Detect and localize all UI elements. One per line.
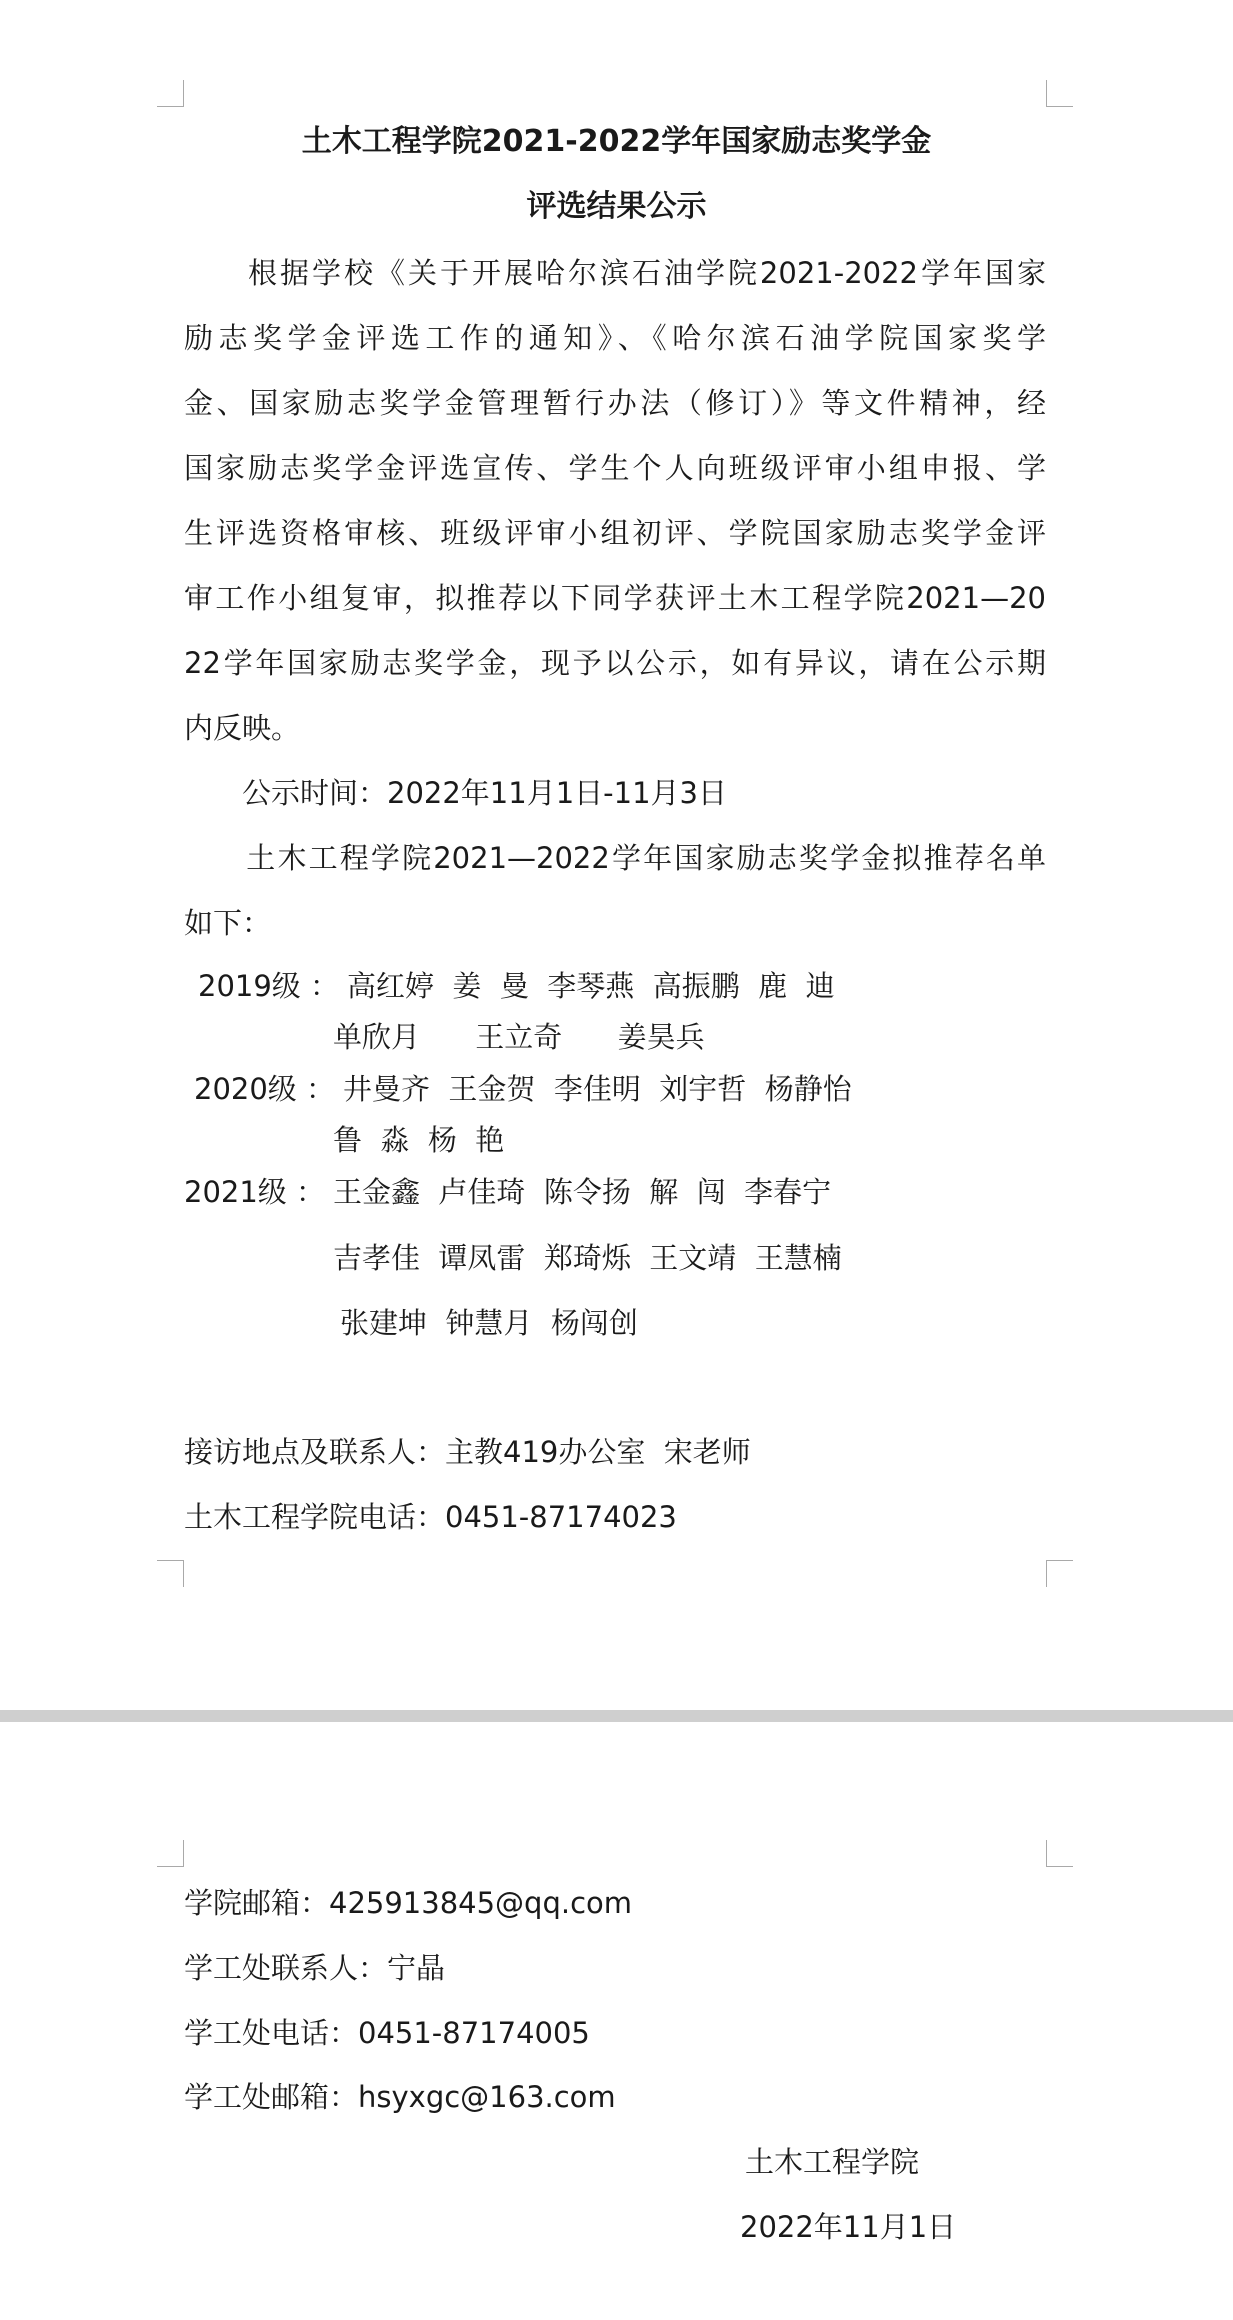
list-intro-line-2: 如下： bbox=[184, 906, 272, 940]
title-line-1: 土木工程学院2021-2022学年国家励志奖学金 bbox=[301, 124, 932, 159]
list-intro-line-1: 土木工程学院2021—2022学年国家励志奖学金拟推荐名单 bbox=[184, 841, 1046, 875]
intro-line-2: 励志奖学金评选工作的通知》、《哈尔滨石油学院国家奖学 bbox=[184, 321, 1046, 355]
intro-line-1: 根据学校《关于开展哈尔滨石油学院2021-2022学年国家 bbox=[184, 256, 1046, 290]
signature-org: 土木工程学院 bbox=[745, 2145, 920, 2179]
intro-line-8: 内反映。 bbox=[184, 711, 301, 745]
intro-line-5: 生评选资格审核、班级评审小组初评、学院国家励志奖学金评 bbox=[184, 516, 1046, 550]
grade-2019-label: 2019级 ： bbox=[198, 969, 340, 1003]
intro-line-7: 22学年国家励志奖学金，现予以公示，如有异议，请在公示期 bbox=[184, 646, 1046, 680]
grade-2021-names-2: 吉孝佳 谭凤雷 郑琦烁 王文靖 王慧楠 bbox=[333, 1241, 842, 1275]
intro-line-3: 金、国家励志奖学金管理暂行办法（修订）》等文件精神，经 bbox=[184, 386, 1046, 420]
crop-mark-bottom-right bbox=[1046, 1560, 1073, 1587]
crop-mark-top-left bbox=[157, 1840, 184, 1867]
contact-phone: 土木工程学院电话：0451-87174023 bbox=[184, 1500, 677, 1534]
grade-2019-names-2: 单欣月 王立奇 姜昊兵 bbox=[333, 1020, 705, 1054]
grade-2021-names-1: 王金鑫 卢佳琦 陈令扬 解 闯 李春宁 bbox=[333, 1175, 832, 1209]
college-email: 学院邮箱：425913845@qq.com bbox=[184, 1886, 633, 1920]
contact-location: 接访地点及联系人：主教419办公室 宋老师 bbox=[184, 1435, 751, 1469]
signature-date: 2022年11月1日 bbox=[740, 2210, 957, 2244]
intro-line-4: 国家励志奖学金评选宣传、学生个人向班级评审小组申报、学 bbox=[184, 451, 1046, 485]
grade-2021-label: 2021级 ： bbox=[184, 1175, 326, 1209]
grade-2019-names-1: 高红婷 姜 曼 李琴燕 高振鹏 鹿 迪 bbox=[347, 969, 835, 1003]
crop-mark-top-right bbox=[1046, 1840, 1073, 1867]
office-contact: 学工处联系人：宁晶 bbox=[184, 1951, 446, 1985]
page-separator bbox=[0, 1710, 1233, 1722]
grade-2020-names-2: 鲁 淼 杨 艳 bbox=[333, 1123, 505, 1157]
intro-line-6: 审工作小组复审，拟推荐以下同学获评土木工程学院2021—20 bbox=[184, 581, 1046, 615]
crop-mark-top-right bbox=[1046, 80, 1073, 107]
crop-mark-bottom-left bbox=[157, 1560, 184, 1587]
grade-2021-names-3: 张建坤 钟慧月 杨闯创 bbox=[340, 1306, 638, 1340]
title-line-2: 评选结果公示 bbox=[526, 189, 707, 224]
office-phone: 学工处电话：0451-87174005 bbox=[184, 2016, 590, 2050]
grade-2020-names-1: 井曼齐 王金贺 李佳明 刘宇哲 杨静怡 bbox=[343, 1072, 852, 1106]
notice-time: 公示时间：2022年11月1日-11月3日 bbox=[184, 776, 727, 810]
grade-2020-label: 2020级 ： bbox=[194, 1072, 336, 1106]
document-page-2 bbox=[0, 1722, 1233, 2320]
office-email: 学工处邮箱：hsyxgc@163.com bbox=[184, 2080, 616, 2114]
crop-mark-top-left bbox=[157, 80, 184, 107]
